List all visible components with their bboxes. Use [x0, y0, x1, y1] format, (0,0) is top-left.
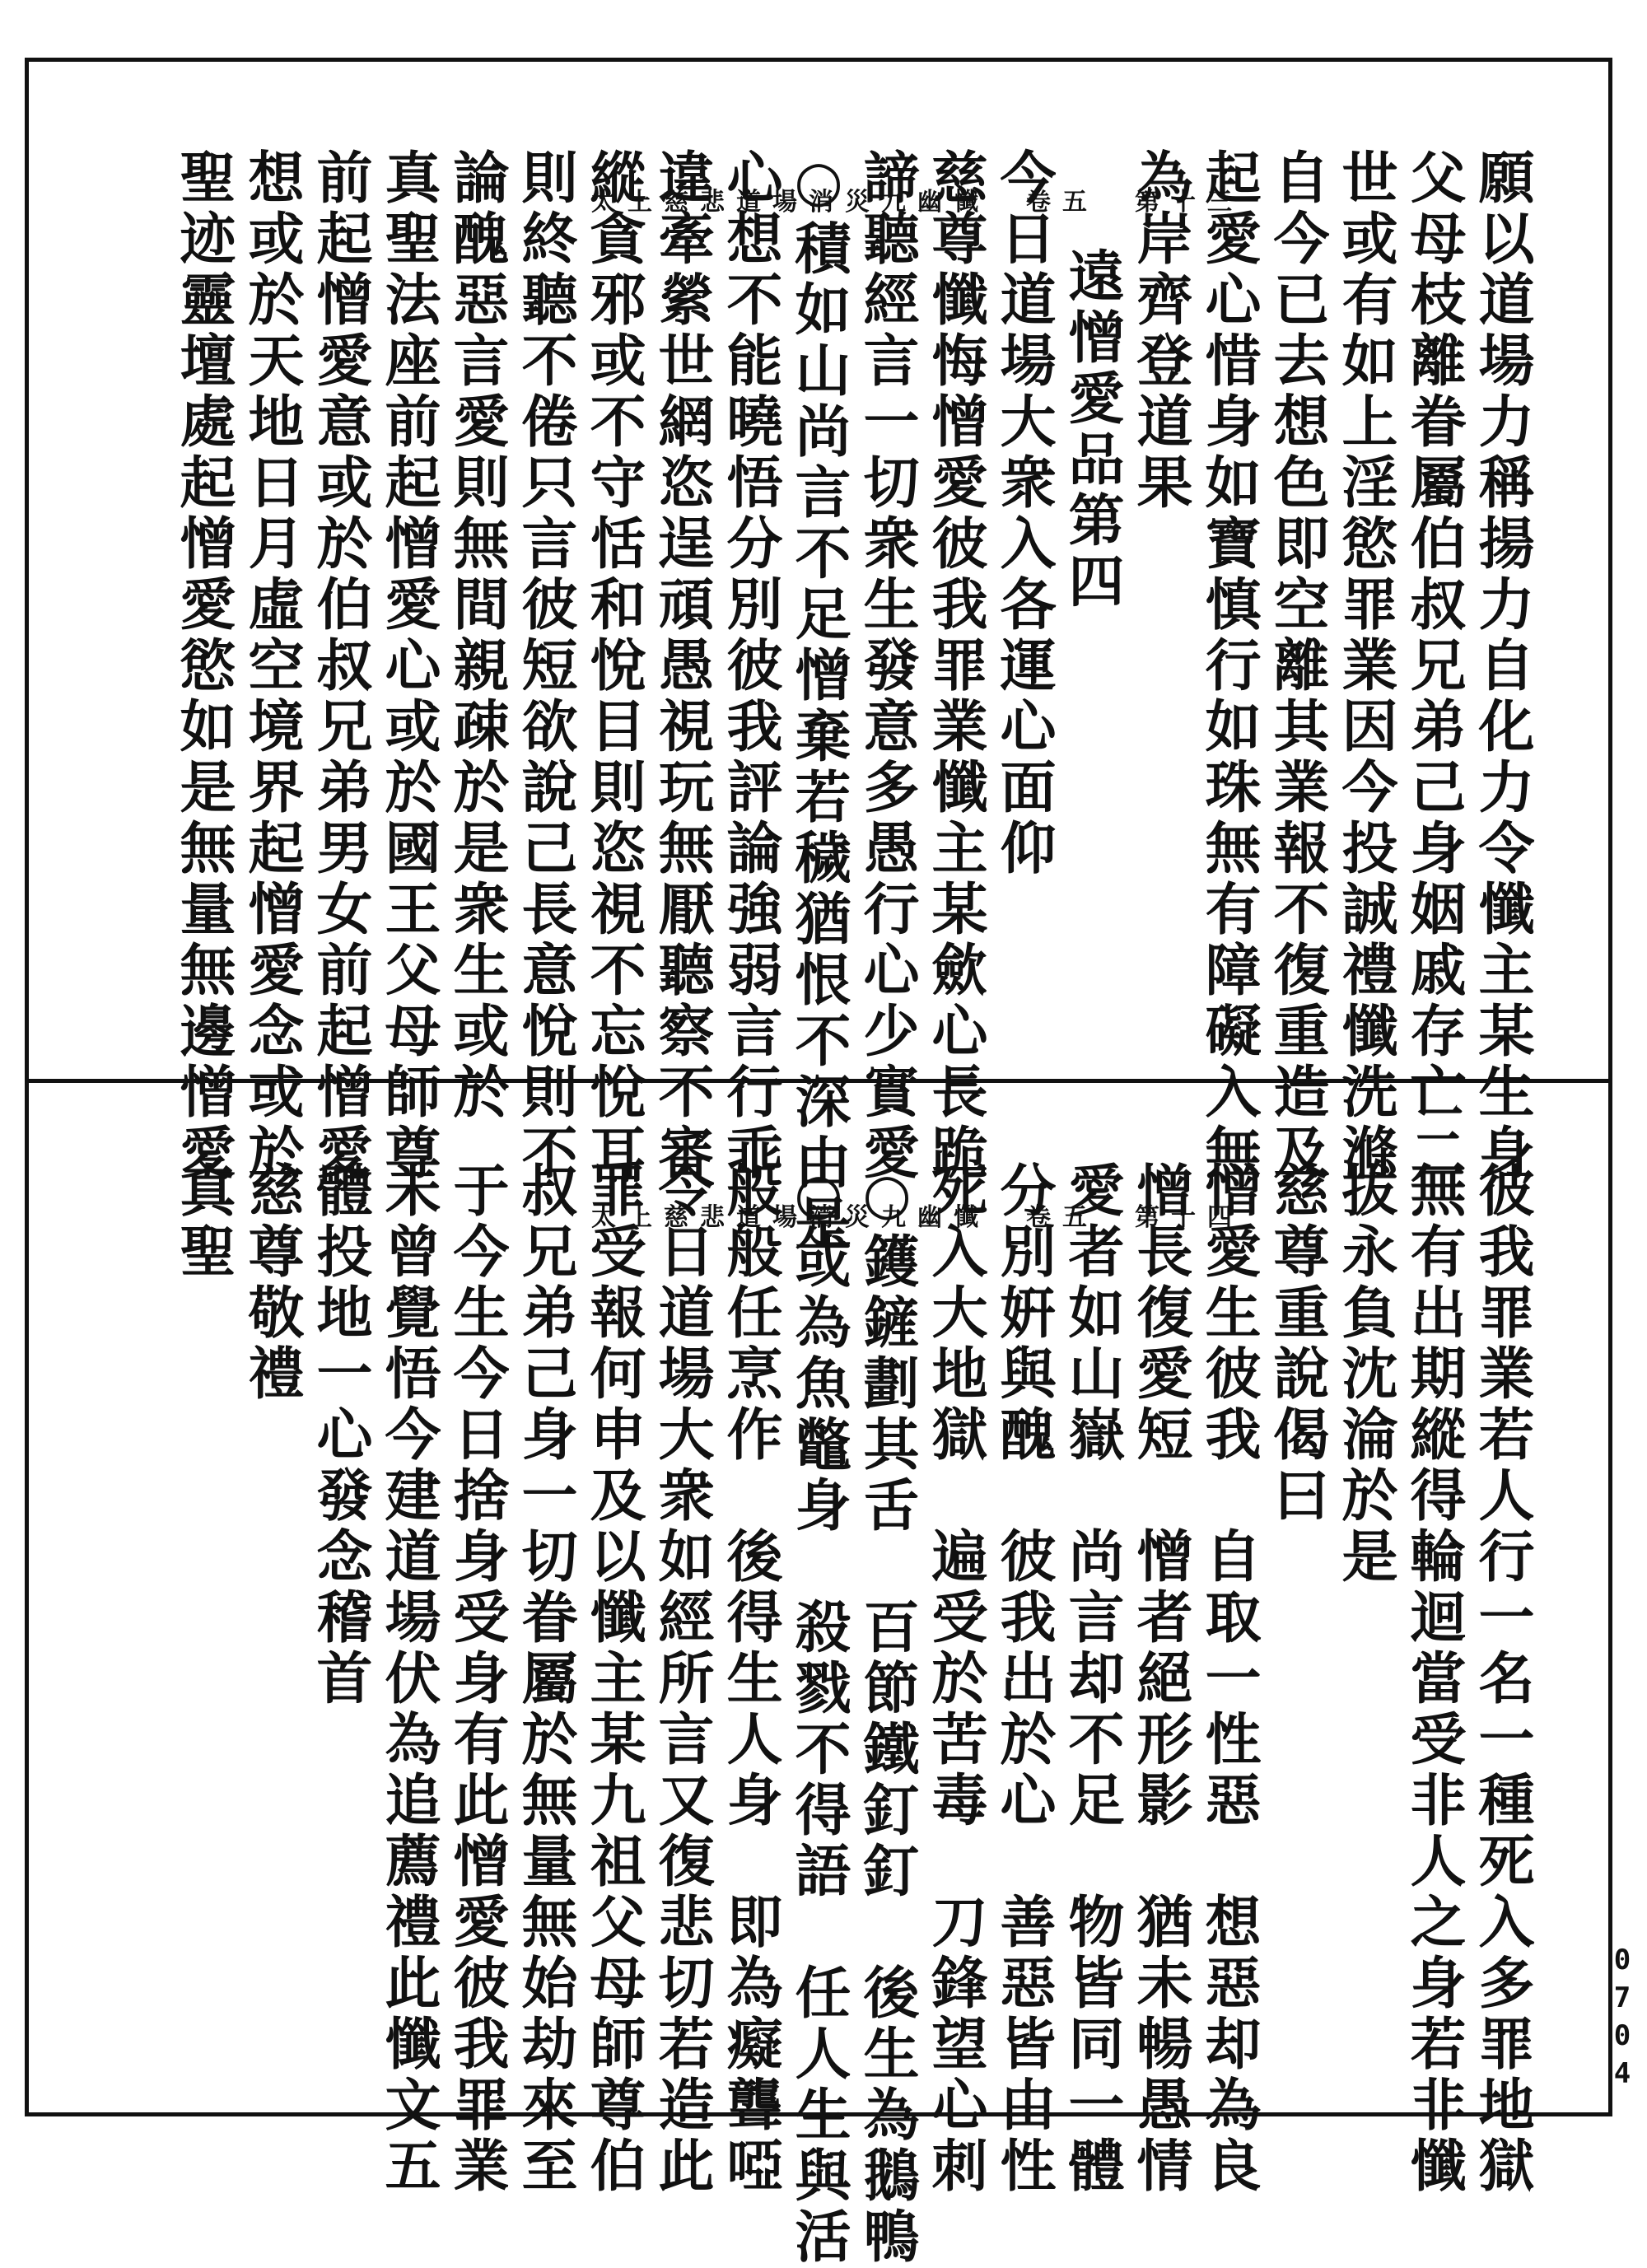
bottom-verse-column: ○或為魚鼈身 殺戮不得語 任人生與活: [786, 1161, 851, 2268]
running-head-bottom: 太上慈悲道場消災九幽懺 卷五 第十四: [591, 1203, 1243, 1232]
bottom-text-column: 于今生今日捨身受身有此憎愛彼我罪業: [444, 1161, 510, 2197]
running-head-top: 太上慈悲道場消災九幽懺 卷五 第十三: [591, 188, 1243, 217]
bottom-text-column: 無有出期縱得輪迴當受非人之身若非懺: [1401, 1161, 1467, 2197]
top-text-column: 違牽縈世網恣逞頑愚視玩無厭聽察不審: [649, 148, 715, 1184]
top-text-column: 聖迹靈壇處起憎愛慾如是無量無邊憎愛: [170, 148, 236, 1184]
top-text-column: 真聖法座前起憎愛心或於國王父母師尊: [376, 148, 441, 1184]
page-number: 0704: [1606, 1944, 1639, 2095]
bottom-text-column: 罪受報何申及以懺主某九祖父母師尊伯: [581, 1161, 646, 2197]
top-text-column: 自今已去想色即空離其業報不復重造及: [1264, 148, 1330, 1184]
bottom-verse-column: 般般任烹作 後得生人身 即為癡聾啞: [717, 1161, 783, 2197]
top-text-column: 論醜惡言愛則無間親疎於是衆生或於: [444, 148, 510, 1123]
top-text-column: 父母枝離眷屬伯叔兄弟己身姻戚存亡二: [1401, 148, 1467, 1184]
bottom-verse-column: 分別姸與醜 彼我出於心 善惡皆由性: [991, 1161, 1057, 2197]
top-text-column: ○積如山尚言不足憎棄若穢猶恨不深由是: [786, 148, 851, 1255]
top-chapter-title: 遠憎愛品第四: [1059, 247, 1125, 613]
bottom-text-column: 令日道場大衆如經所言又復悲切若造此: [649, 1161, 715, 2197]
bottom-verse-column: ○鑊鏟劃其舌 百節鐵釘釘 後生為鵝鴨: [854, 1161, 920, 2268]
top-text-column: 前起憎愛意或於伯叔兄弟男女前起憎愛: [307, 148, 373, 1184]
top-text-column: 慈尊懺悔憎愛彼我罪業懺主某歛心長跪: [922, 148, 988, 1184]
bottom-text-column: 慈尊重說偈曰: [1264, 1161, 1330, 1527]
bottom-text-column: 體投地一心發念稽首: [307, 1161, 373, 1710]
bottom-verse-column: 死入大地獄 遍受於苦毒 刀鋒望心刺: [922, 1161, 988, 2197]
top-text-column: 想或於天地日月虛空境界起憎愛念或於: [239, 148, 305, 1184]
bottom-text-column: 拔永負沈淪於是: [1332, 1161, 1398, 1588]
bottom-verse-column: 憎長復愛短 憎者絕形影 猶未暢愚情: [1127, 1161, 1193, 2197]
top-text-column: 則終聽不倦只言彼短欲說己長意悅則不: [512, 148, 578, 1184]
bottom-text-column: 慈尊敬禮: [239, 1161, 305, 1405]
bottom-text-column: 叔兄弟己身一切眷屬於無量無始劫來至: [512, 1161, 578, 2197]
top-text-column: 起愛心惜身如寶慎行如珠無有障礙入無: [1196, 148, 1262, 1184]
top-text-column: 心想不能曉悟分別彼我評論強弱言行乖: [717, 148, 783, 1184]
top-text-column: 今日道場大衆入各運心面仰: [991, 148, 1057, 880]
bottom-verse-column: 愛者如山嶽 尚言却不足 物皆同一體: [1059, 1161, 1125, 2197]
bottom-verse-column: 憎愛生彼我 自取一性惡 想惡却為良: [1196, 1161, 1262, 2197]
top-text-column: 願以道場力稱揚力自化力令懺主某生身: [1469, 148, 1535, 1184]
top-text-column: 世或有如上淫慾罪業因今投誠禮懺洗滌: [1332, 148, 1398, 1184]
top-text-column: 為岸齊登道果: [1127, 148, 1193, 514]
top-text-column: 縱貪邪或不守恬和悅目則恣視不忘悅耳: [581, 148, 646, 1184]
bottom-text-column: 未曾覺悟今建道場伏為追薦禮此懺文五: [376, 1161, 441, 2197]
top-text-column: 諦聽經言一切衆生發意多愚行心少實愛: [854, 148, 920, 1184]
bottom-text-column: 彼我罪業若人行一名一種死入多罪地獄: [1469, 1161, 1535, 2197]
bottom-text-column: 真聖: [170, 1161, 236, 1283]
